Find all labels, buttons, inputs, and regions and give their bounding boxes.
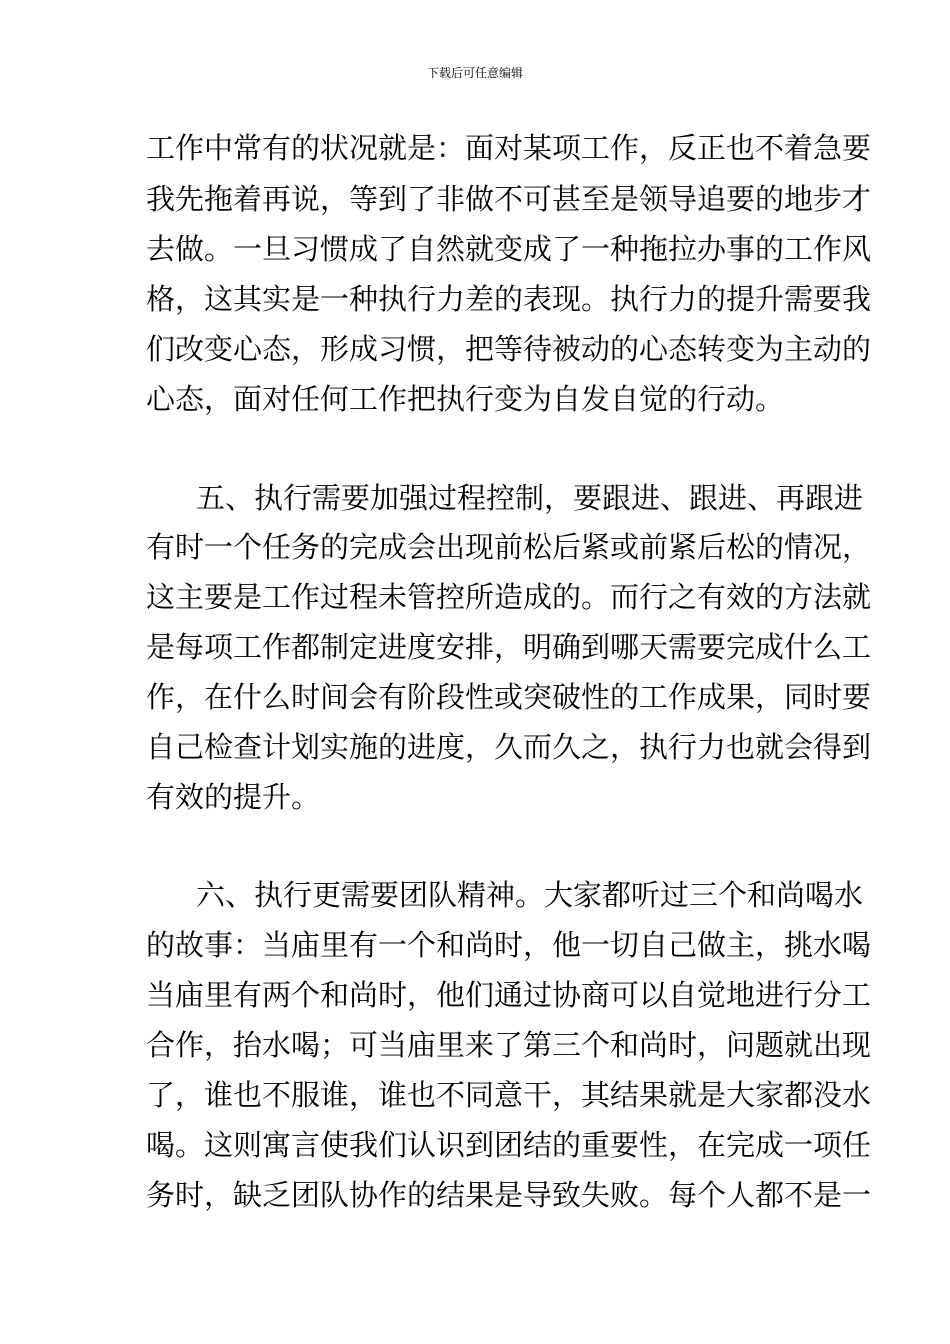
- paragraph-2-line-3: 这主要是工作过程未管控所造成的。而行之有效的方法就: [146, 580, 872, 614]
- paragraph-1-line-5: 们改变心态，形成习惯，把等待被动的心态转变为主动的: [146, 332, 872, 366]
- paragraph-1-line-3: 去做。一旦习惯成了自然就变成了一种拖拉办事的工作风: [146, 232, 872, 266]
- page-header: 下载后可任意编辑: [426, 66, 523, 80]
- paragraph-2-line-1: 五、执行需要加强过程控制，要跟进、跟进、再跟进: [196, 481, 864, 515]
- paragraph-1-line-6: 心态，面对任何工作把执行变为自发自觉的行动。: [146, 382, 785, 416]
- paragraph-3-line-2: 的故事：当庙里有一个和尚时，他一切自己做主，挑水喝: [146, 928, 872, 962]
- paragraph-3-line-6: 喝。这则寓言使我们认识到团结的重要性，在完成一项任: [146, 1128, 872, 1162]
- paragraph-3-line-1: 六、执行更需要团队精神。大家都听过三个和尚喝水: [196, 878, 864, 912]
- paragraph-2-line-5: 作，在什么时间会有阶段性或突破性的工作成果，同时要: [146, 680, 872, 714]
- paragraph-2-line-4: 是每项工作都制定进度安排，明确到哪天需要完成什么工: [146, 630, 872, 664]
- paragraph-3-line-3: 当庙里有两个和尚时，他们通过协商可以自觉地进行分工: [146, 978, 872, 1012]
- paragraph-2-line-6: 自己检查计划实施的进度，久而久之，执行力也就会得到: [146, 730, 872, 764]
- paragraph-1-line-4: 格，这其实是一种执行力差的表现。执行力的提升需要我: [146, 282, 872, 316]
- paragraph-3-line-5: 了，谁也不服谁，谁也不同意干，其结果就是大家都没水: [146, 1078, 872, 1112]
- paragraph-1-line-2: 我先拖着再说，等到了非做不可甚至是领导追要的地步才: [146, 182, 872, 216]
- paragraph-2-line-2: 有时一个任务的完成会出现前松后紧或前紧后松的情况，: [146, 530, 872, 564]
- paragraph-2-line-7: 有效的提升。: [146, 780, 321, 814]
- paragraph-3-line-4: 合作，抬水喝；可当庙里来了第三个和尚时，问题就出现: [146, 1028, 872, 1062]
- paragraph-3-line-7: 务时，缺乏团队协作的结果是导致失败。每个人都不是一: [146, 1178, 872, 1212]
- paragraph-1-line-1: 工作中常有的状况就是：面对某项工作，反正也不着急要: [146, 131, 872, 165]
